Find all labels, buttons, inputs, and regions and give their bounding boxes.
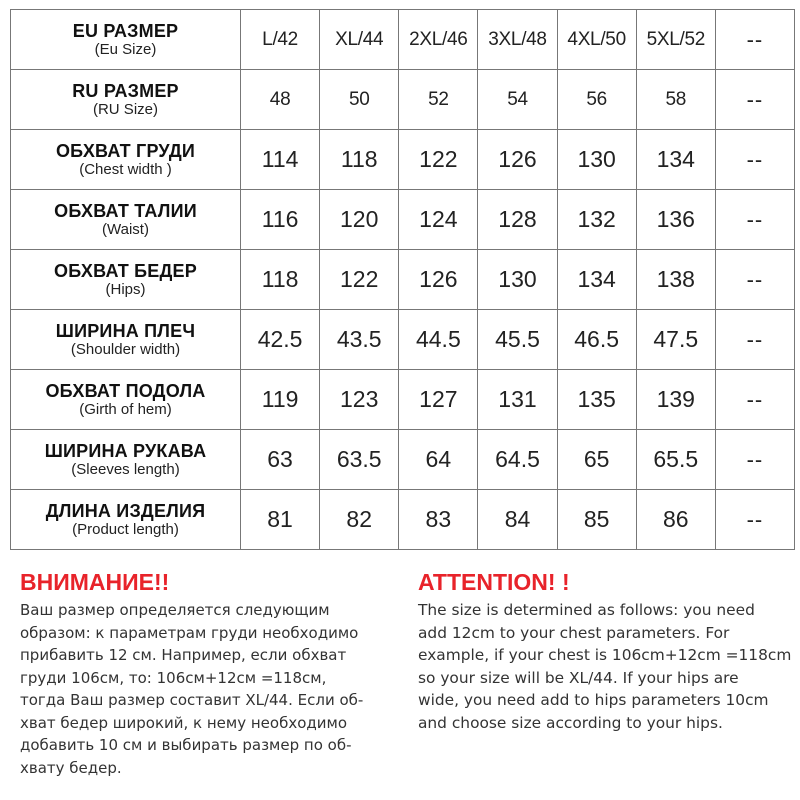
row-label: ОБХВАТ БЕДЕР (54, 260, 197, 281)
table-cell: 130 (478, 250, 557, 310)
notice-line: so your size will be XL/44. If your hips are (418, 668, 739, 687)
table-cell: 136 (636, 190, 715, 250)
table-cell: 118 (320, 130, 399, 190)
row-header-cell (11, 10, 241, 70)
table-cell: 64.5 (478, 430, 557, 490)
empty-size-cell: -- (715, 190, 794, 250)
row-header-cell (11, 310, 241, 370)
table-cell: 64 (399, 430, 478, 490)
empty-size-cell: -- (715, 430, 794, 490)
table-cell: 85 (557, 490, 636, 550)
table-row (11, 430, 795, 490)
table-cell: 47.5 (636, 310, 715, 370)
notice-line: хват бедер широкий, к нему необходимо (20, 713, 348, 732)
row-header-cell (11, 130, 241, 190)
row-label: ОБХВАТ ГРУДИ (55, 140, 196, 161)
notice-line: груди 106см, то: 106см+12см =118см, (20, 668, 327, 687)
table-cell: 56 (557, 70, 636, 130)
notice-english (418, 566, 798, 734)
table-cell: 43.5 (320, 310, 399, 370)
notice-line: The size is determined as follows: you need (418, 601, 755, 619)
table-cell: 84 (478, 490, 557, 550)
notice-line: Ваш размер определяется следующим (20, 601, 330, 619)
row-sublabel: (Product length) (72, 520, 179, 538)
table-cell: 122 (399, 130, 478, 190)
table-cell: 5XL/52 (636, 10, 715, 70)
row-header-cell (11, 430, 241, 490)
table-cell: 124 (399, 190, 478, 250)
table-cell: 138 (636, 250, 715, 310)
table-row (11, 250, 795, 310)
row-label: ДЛИНА ИЗДЕЛИЯ (45, 500, 206, 521)
table-row (11, 10, 795, 70)
table-cell: 81 (241, 490, 320, 550)
table-cell: 50 (320, 70, 399, 130)
table-cell: 119 (241, 370, 320, 430)
notice-line: образом: к параметрам груди необходимо (20, 623, 359, 642)
table-cell: 114 (241, 130, 320, 190)
row-sublabel: (Eu Size) (94, 40, 157, 58)
empty-size-cell: -- (715, 310, 794, 370)
row-sublabel: (RU Size) (92, 100, 158, 118)
table-cell: 48 (241, 70, 320, 130)
table-cell: 52 (399, 70, 478, 130)
table-cell: 3XL/48 (478, 10, 557, 70)
table-cell: 139 (636, 370, 715, 430)
table-row (11, 370, 795, 430)
notice-line: and choose size according to your hips. (418, 713, 723, 732)
table-cell: 63.5 (320, 430, 399, 490)
table-cell: 54 (478, 70, 557, 130)
table-cell: 118 (241, 250, 320, 310)
row-label: EU РАЗМЕР (72, 20, 179, 41)
row-header-cell (11, 370, 241, 430)
table-row (11, 70, 795, 130)
empty-size-cell: -- (715, 10, 794, 70)
table-cell: 2XL/46 (399, 10, 478, 70)
table-cell: 4XL/50 (557, 10, 636, 70)
table-cell: 46.5 (557, 310, 636, 370)
notice-line: example, if your chest is 106cm+12cm =118cm (418, 646, 792, 664)
empty-size-cell: -- (715, 490, 794, 550)
row-sublabel: (Hips) (105, 280, 146, 298)
size-chart-body (11, 10, 795, 550)
table-cell: 122 (320, 250, 399, 310)
row-header-cell (11, 490, 241, 550)
notice-line: add 12cm to your chest parameters. For (418, 623, 730, 642)
table-cell: 65.5 (636, 430, 715, 490)
notice-english-title: ATTENTION! ! (418, 569, 570, 595)
row-header-cell (11, 250, 241, 310)
row-sublabel: (Sleeves length) (71, 460, 180, 478)
table-cell: 44.5 (399, 310, 478, 370)
row-label: RU РАЗМЕР (72, 80, 179, 101)
table-cell: 132 (557, 190, 636, 250)
row-sublabel: (Chest width ) (79, 160, 172, 178)
empty-size-cell: -- (715, 370, 794, 430)
notice-russian-text (20, 599, 412, 779)
row-label: ШИРИНА РУКАВА (44, 440, 207, 461)
table-row (11, 310, 795, 370)
empty-size-cell: -- (715, 130, 794, 190)
notice-russian (20, 566, 412, 779)
row-label: ОБХВАТ ПОДОЛА (45, 380, 206, 401)
empty-size-cell: -- (715, 250, 794, 310)
table-cell: 83 (399, 490, 478, 550)
table-cell: 45.5 (478, 310, 557, 370)
table-cell: 128 (478, 190, 557, 250)
notice-line: тогда Ваш размер составит XL/44. Если об- (20, 691, 364, 709)
table-cell: 126 (399, 250, 478, 310)
table-row (11, 490, 795, 550)
notice-line: прибавить 12 см. Например, если обхват (20, 646, 347, 664)
table-cell: 120 (320, 190, 399, 250)
table-cell: 126 (478, 130, 557, 190)
row-header-cell (11, 190, 241, 250)
table-cell: 116 (241, 190, 320, 250)
notice-russian-title: ВНИМАНИЕ!! (20, 569, 170, 595)
table-row (11, 190, 795, 250)
table-cell: 58 (636, 70, 715, 130)
table-cell: 86 (636, 490, 715, 550)
table-cell: 134 (557, 250, 636, 310)
table-cell: 130 (557, 130, 636, 190)
notice-line: добавить 10 см и выбирать размер по об- (20, 736, 352, 754)
notice-line: wide, you need add to hips parameters 10cm (418, 691, 769, 709)
row-sublabel: (Shoulder width) (70, 340, 181, 358)
table-cell: 127 (399, 370, 478, 430)
empty-size-cell: -- (715, 70, 794, 130)
table-cell: 65 (557, 430, 636, 490)
row-label: ОБХВАТ ТАЛИИ (54, 200, 197, 221)
table-cell: 135 (557, 370, 636, 430)
table-cell: XL/44 (320, 10, 399, 70)
table-cell: 82 (320, 490, 399, 550)
row-label: ШИРИНА ПЛЕЧ (55, 320, 196, 341)
row-header-cell (11, 70, 241, 130)
table-cell: 131 (478, 370, 557, 430)
table-cell: L/42 (241, 10, 320, 70)
table-cell: 63 (241, 430, 320, 490)
row-sublabel: (Girth of hem) (79, 400, 172, 418)
table-cell: 123 (320, 370, 399, 430)
table-cell: 42.5 (241, 310, 320, 370)
table-cell: 134 (636, 130, 715, 190)
row-sublabel: (Waist) (102, 220, 149, 238)
size-chart-table (10, 9, 795, 550)
table-row (11, 130, 795, 190)
notice-english-text (418, 599, 798, 734)
notice-line: хвату бедер. (20, 758, 122, 777)
